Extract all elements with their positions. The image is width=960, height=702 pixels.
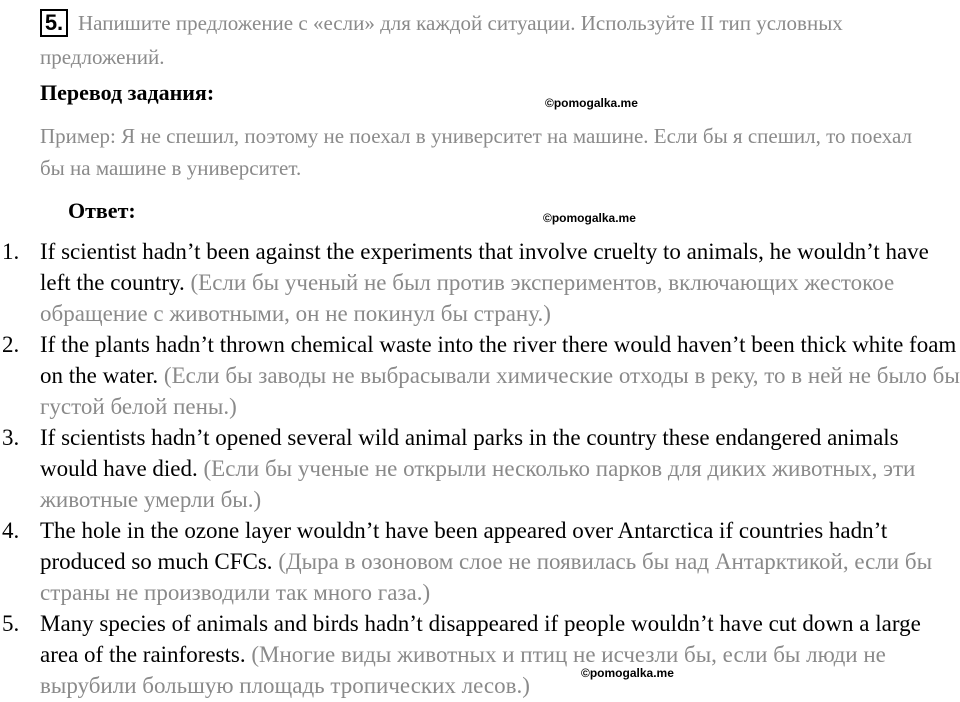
task-text: Напишите предложение с «если» для каждой ситуации. Используйте II тип условных предложений. [40,11,843,69]
answer-english: If scientists hadn’t opened several wild animal parks in the country these endangered animals would have died. [40,425,899,481]
answer-english: Many species of animals and birds hadn’t disappeared if people wouldn’t have cut down a large area of the rainforests. [40,611,921,667]
answer-list [0,236,960,701]
answer-number: 2. [2,332,20,357]
answer-russian: (Если бы ученый не был против экспериментов, включающих жестокое обращение с животными, он не покинул бы страну.) [40,270,895,326]
task-number-box: 5. [40,9,68,37]
watermark: ©pomogalka.me [545,96,638,110]
answer-number: 5. [2,611,20,636]
answer-english: If scientist hadn’t been against the experiments that involve cruelty to animals, he wouldn’t have left the country. [40,239,929,295]
answer-number: 1. [2,239,20,264]
answer-russian: (Многие виды животных и птиц не исчезли бы, если бы люди не вырубили большую площадь тропических лесов.) [40,642,886,698]
watermark: ©pomogalka.me [581,666,674,680]
answer-item [0,236,960,329]
answer-item [0,422,960,515]
answer-russian: (Если бы заводы не выбрасывали химические отходы в реку, то в ней не было бы густой белой пены.) [40,363,960,419]
answer-item [0,608,960,701]
answer-item [0,515,960,608]
task-statement [40,6,940,74]
answer-english: If the plants hadn’t thrown chemical waste into the river there would haven’t been thick white foam on the water. [40,332,957,388]
answer-heading: Ответ: [68,198,136,223]
answer-russian: (Если бы ученые не открыли несколько парков для диких животных, эти животные умерли бы.) [40,456,916,512]
watermark: ©pomogalka.me [543,211,636,225]
answer-english: The hole in the ozone layer wouldn’t have been appeared over Antarctica if countries hadn’t produced so much CFCs. [40,518,888,574]
answer-russian: (Дыра в озоновом слое не появилась бы над Антарктикой, если бы страны не производили так много газа.) [40,549,933,605]
answer-number: 3. [2,425,20,450]
answer-number: 4. [2,518,20,543]
answer-item [0,329,960,422]
translation-heading: Перевод задания: [40,80,215,105]
example-text: Пример: Я не спешил, поэтому не поехал в университет на машине. Если бы я спешил, то поехал бы на машине в университет. [40,124,913,180]
